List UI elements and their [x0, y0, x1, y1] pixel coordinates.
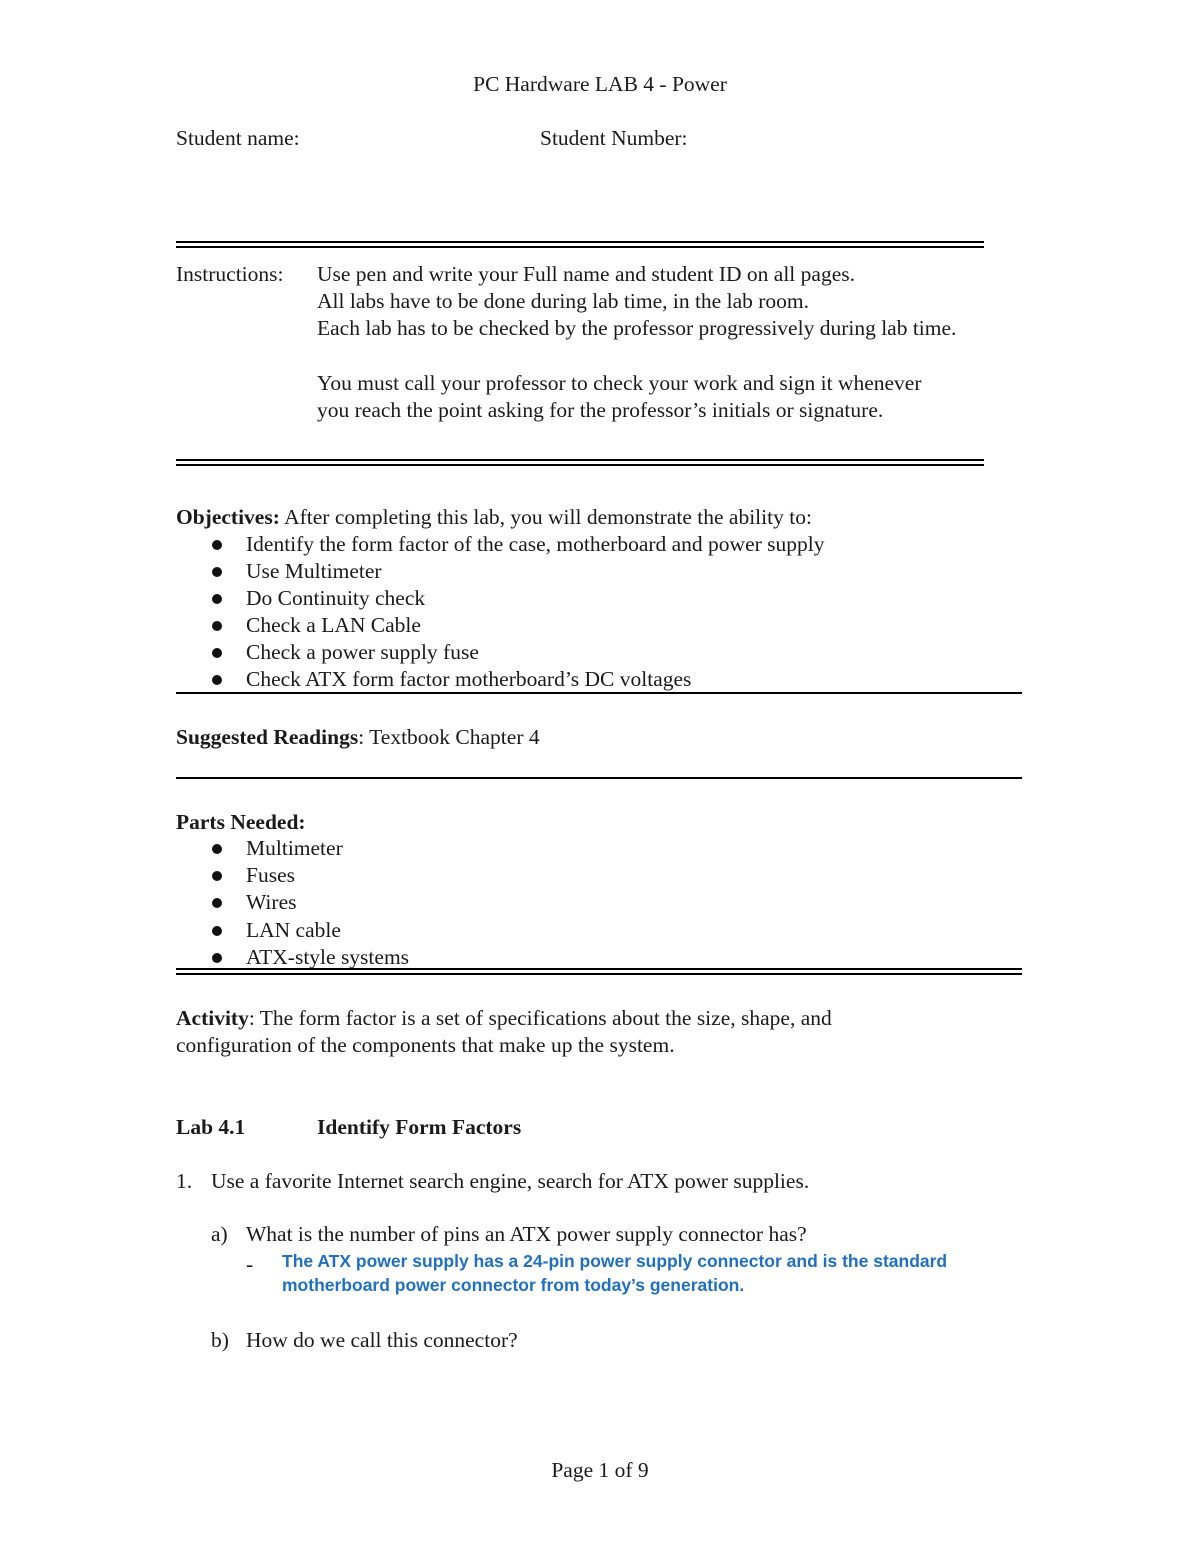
instructions-label: Instructions: [176, 262, 284, 286]
question-text: How do we call this connector? [246, 1328, 518, 1352]
question-text: What is the number of pins an ATX power supply connector has? [246, 1222, 807, 1246]
suggested-readings-text: : Textbook Chapter 4 [358, 725, 540, 749]
objective-item: Identify the form factor of the case, motherboard and power supply [246, 532, 825, 556]
objective-item: Check a LAN Cable [246, 613, 421, 637]
student-number-label: Student Number: [540, 126, 688, 150]
activity-label: Activity [176, 1006, 249, 1030]
bullet-icon [212, 926, 222, 936]
instruction-line: Use pen and write your Full name and student ID on all pages. [317, 262, 855, 286]
activity-line: configuration of the components that make up the system. [176, 1033, 675, 1057]
part-item: Multimeter [246, 836, 343, 860]
part-item: ATX-style systems [246, 945, 410, 969]
bullet-icon [212, 675, 222, 685]
page-number: Page 1 of 9 [551, 1458, 649, 1482]
part-item: LAN cable [246, 918, 341, 942]
bullet-icon [212, 621, 222, 631]
bullet-icon [212, 594, 222, 604]
student-name-label: Student name: [176, 126, 300, 150]
objectives-intro: After completing this lab, you will demonstrate the ability to: [279, 505, 812, 529]
suggested-readings-label: Suggested Readings [176, 725, 359, 749]
divider-readings [176, 777, 1022, 779]
bullet-icon [212, 953, 222, 963]
divider-top-instructions [176, 241, 984, 248]
bullet-icon [212, 567, 222, 577]
objective-item: Check ATX form factor motherboard’s DC voltages [246, 667, 692, 691]
activity-text: : The form factor is a set of specifications about the size, shape, and [248, 1006, 832, 1030]
bullet-icon [212, 898, 222, 908]
lab-number: Lab 4.1 [176, 1115, 246, 1139]
objective-item: Do Continuity check [246, 586, 426, 610]
activity-line [176, 1006, 832, 1031]
parts-label: Parts Needed: [176, 810, 306, 834]
objective-item: Check a power supply fuse [246, 640, 479, 664]
question-label: a) [211, 1222, 228, 1246]
suggested-readings [176, 725, 540, 750]
bullet-icon [212, 871, 222, 881]
objectives-label: Objectives: [176, 505, 280, 529]
bullet-icon [212, 540, 222, 550]
answer-text: The ATX power supply has a 24-pin power supply connector and is the standard [282, 1251, 948, 1271]
divider-parts [176, 968, 1022, 975]
instruction-line: Each lab has to be checked by the professor progressively during lab time. [317, 316, 957, 340]
step-number: 1. [176, 1169, 193, 1193]
question-label: b) [211, 1328, 229, 1352]
divider-objectives [176, 692, 1022, 694]
bullet-icon [212, 844, 222, 854]
answer-text: motherboard power connector from today’s generation. [282, 1275, 745, 1295]
lab-title: Identify Form Factors [317, 1115, 522, 1139]
instruction-line: you reach the point asking for the professor’s initials or signature. [317, 398, 884, 422]
objectives-heading [176, 505, 812, 530]
step-text: Use a favorite Internet search engine, search for ATX power supplies. [211, 1169, 810, 1193]
instruction-line: All labs have to be done during lab time, in the lab room. [317, 289, 810, 313]
bullet-icon [212, 648, 222, 658]
objective-item: Use Multimeter [246, 559, 382, 583]
instruction-line: You must call your professor to check your work and sign it whenever [317, 371, 922, 395]
page-header-title: PC Hardware LAB 4 - Power [473, 72, 727, 96]
part-item: Fuses [246, 863, 295, 887]
parts-heading [176, 810, 306, 835]
divider-bottom-instructions [176, 459, 984, 466]
part-item: Wires [246, 890, 297, 914]
answer-dash: - [246, 1252, 254, 1276]
